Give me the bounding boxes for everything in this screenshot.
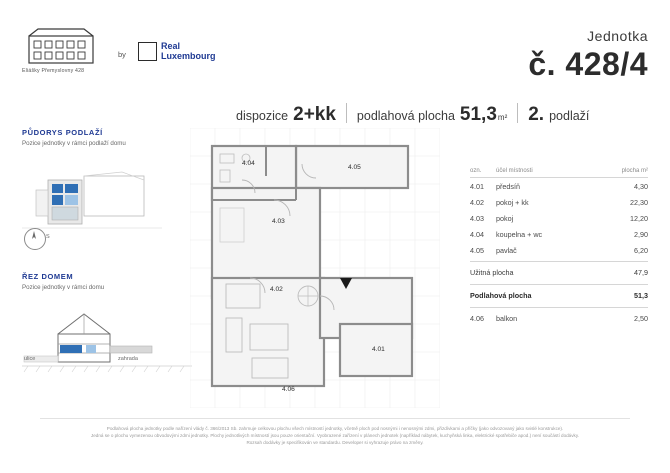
cell-area: 6,20 [634,246,648,256]
table-row [470,227,648,243]
room-label-406: 4.06 [282,386,295,393]
table-row [470,194,648,210]
cell-name: koupelna + wc [496,230,543,240]
real-luxembourg-mark-icon [138,42,157,61]
compass-icon [24,228,50,254]
cell-code: 4.05 [470,246,484,256]
floor-area-row [470,287,648,305]
usable-area-value: 47,9 [634,268,648,278]
section-title: ŘEZ DOMEM [22,272,74,281]
divider [470,307,648,308]
cell-area: 2,50 [634,313,648,323]
unit-label: Jednotka [587,28,648,44]
area-unit: m² [497,113,508,122]
street-label: ulice [24,356,36,362]
floor-label: podlaží [549,109,590,123]
divider-2 [517,103,518,123]
building-section-diagram [22,300,192,380]
divider [346,103,347,123]
room-label-402: 4.02 [270,286,283,293]
logo-caption: Eliášky Přemyslovny 428 [22,68,85,74]
table-row [470,243,648,259]
cell-code: 4.01 [470,181,484,191]
room-schedule-table [470,168,648,326]
footer-line-3: Rozsah dodávky je specifikován ve standardu. Developer si vyhrazuje právo na změny. [246,440,424,445]
col-code: ozn. [470,168,482,174]
cell-name: pavlač [496,246,517,256]
summary-line [236,100,648,126]
floor-area-value: 51,3 [634,291,648,301]
area-label: podlahová plocha [356,109,455,123]
cell-area: 12,20 [630,213,648,223]
footer-divider [40,418,630,419]
cell-code: 4.06 [470,313,484,323]
brand-line-2: Luxembourg [161,51,216,61]
cell-area: 4,30 [634,181,648,191]
col-area: plocha m² [621,168,648,174]
col-name: účel místnosti [496,168,533,174]
footer-line-1: Podlahová plocha jednotky podle nařízení vlády č. 366/2013 Sb. zahrnuje celkovou plochu všech místností jednotky, včetně ploch pod nosnými i nenosnými zdmi, přizdívkami a příčky (jako odvozovaný jako svislé konstrukce). [106,426,564,431]
unit-number: č. 428/4 [528,46,648,82]
unit-floorplan [190,128,440,408]
usable-area-label: Užitná plocha [470,268,514,278]
room-label-405: 4.05 [348,164,361,171]
cell-area: 22,30 [630,197,648,207]
section-subtitle: Pozice jednotky v rámci domu [22,284,105,291]
table-header [470,168,648,178]
table-row [470,210,648,226]
footer-disclaimer [40,425,630,446]
room-label-403: 4.03 [272,218,285,225]
cell-name: pokoj + kk [496,197,529,207]
cell-area: 2,90 [634,230,648,240]
brand-line-1: Real [161,41,181,51]
situation-title: PŮDORYS PODLAŽÍ [22,128,103,137]
cell-name: předsíň [496,181,520,191]
compass-label: S [46,234,50,240]
footer-line-2: Jedná se o plochu vymezenou obvodovými zdmi jednotky. Plochy jednotlivých místností jsou pouze orientační. Vyobrazené zařízení v plánech jednotek (například nábytek, kuchyňská linka, elektrické spotřebiče apod.) není součástí dodávky. [90,433,580,438]
situation-subtitle: Pozice jednotky v rámci podlaží domu [22,140,126,147]
table-row [470,178,648,194]
garden-label: zahrada [118,356,138,362]
floor-value: 2. [528,104,545,125]
divider [470,261,648,262]
by-word: by [118,50,126,59]
table-row-extra [470,310,648,326]
logo-block [22,28,216,80]
brand-name [161,41,216,61]
cell-code: 4.04 [470,230,484,240]
divider [470,284,648,285]
cell-code: 4.03 [470,213,484,223]
dispozice-value: 2+kk [293,104,336,125]
cell-name: balkon [496,313,518,323]
usable-area-row [470,264,648,282]
floor-area-label: Podlahová plocha [470,291,532,301]
area-value: 51,3 [459,104,497,125]
building-logo-icon [28,28,94,64]
room-label-401: 4.01 [372,346,385,353]
room-label-404: 4.04 [242,160,255,167]
cell-name: pokoj [496,213,514,223]
dispozice-label: dispozice [236,109,289,123]
cell-code: 4.02 [470,197,484,207]
